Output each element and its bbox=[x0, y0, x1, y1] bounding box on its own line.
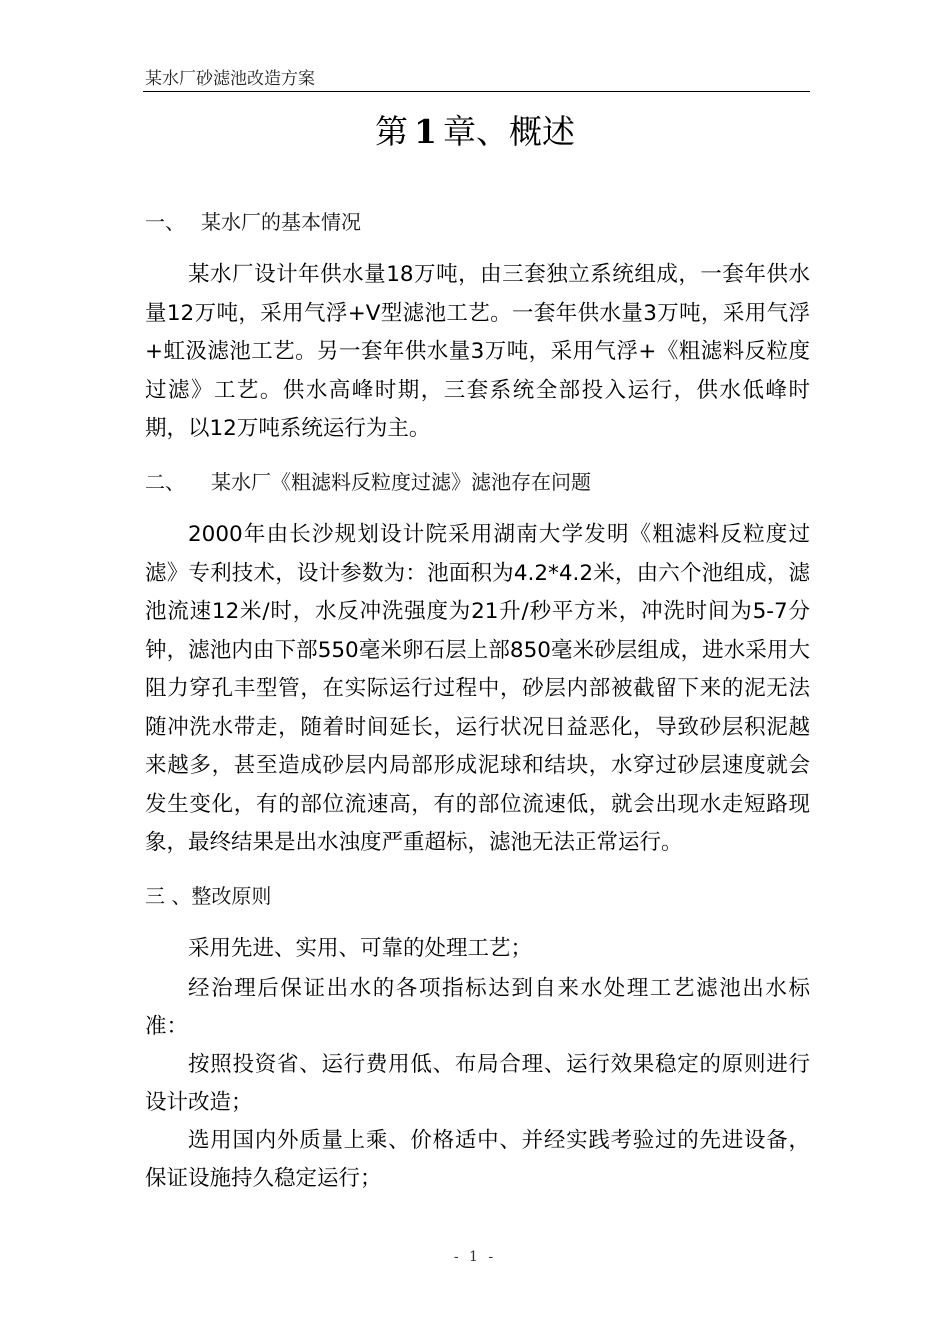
principle-item: 选用国内外质量上乘、价格适中、并经实践考验过的先进设备，保证设施持久稳定运行； bbox=[145, 1128, 810, 1191]
section-title: 某水厂的基本情况 bbox=[201, 210, 361, 234]
chapter-prefix: 第 bbox=[375, 112, 409, 151]
chapter-number: 1 bbox=[414, 112, 437, 151]
section-heading-3 bbox=[145, 881, 271, 911]
page-number: - 1 - bbox=[453, 1249, 497, 1265]
section-1-paragraph: 某水厂设计年供水量18万吨，由三套独立系统组成，一套年供水量12万吨，采用气浮+V型滤池工艺。一套年供水量3万吨，采用气浮+虹汲滤池工艺。另一套年供水量3万吨，采用气浮+《粗滤料反粒度过滤》工艺。供水高峰时期，三套系统全部投入运行，供水低峰时期，以12万吨系统运行为主。 bbox=[145, 262, 810, 441]
header-rule bbox=[143, 91, 810, 92]
section-heading-1 bbox=[145, 207, 361, 237]
principle-item: 按照投资省、运行费用低、布局合理、运行效果稳定的原则进行设计改造； bbox=[145, 1052, 810, 1115]
section-number: 三 、 bbox=[145, 884, 192, 908]
section-heading-2 bbox=[145, 467, 591, 497]
chapter-suffix: 章、概述 bbox=[442, 112, 575, 151]
principle-item: 经治理后保证出水的各项指标达到自来水处理工艺滤池出水标准： bbox=[145, 976, 810, 1039]
running-header: 某水厂砂滤池改造方案 bbox=[145, 69, 315, 89]
section-title: 整改原则 bbox=[191, 884, 272, 908]
section-2-paragraph: 2000年由长沙规划设计院采用湖南大学发明《粗滤料反粒度过滤》专利技术，设计参数为：池面积为4.2*4.2米，由六个池组成，滤池流速12米/时，水反冲洗强度为21升/秒平方米，冲洗时间为5-7分钟，滤池内由下部550毫米卵石层上部850毫米砂层组成，进水采用大阻力穿孔丰型管，在实际运行过程中，砂层内部被截留下来的泥无法随冲洗水带走，随着时间延长，运行状况日益恶化，导致砂层积泥越来越多，甚至造成砂层内局部形成泥球和结块，水穿过砂层速度就会发生变化，有的部位流速高，有的部位流速低，就会出现水走短路现象，最终结果是出水浊度严重超标，滤池无法正常运行。 bbox=[145, 522, 810, 855]
section-number: 二、 bbox=[145, 470, 185, 494]
section-title: 某水厂《粗滤料反粒度过滤》滤池存在问题 bbox=[211, 470, 591, 494]
chapter-title bbox=[0, 108, 950, 156]
principle-item: 采用先进、实用、可靠的处理工艺； bbox=[188, 936, 533, 961]
section-number: 一、 bbox=[145, 210, 185, 234]
